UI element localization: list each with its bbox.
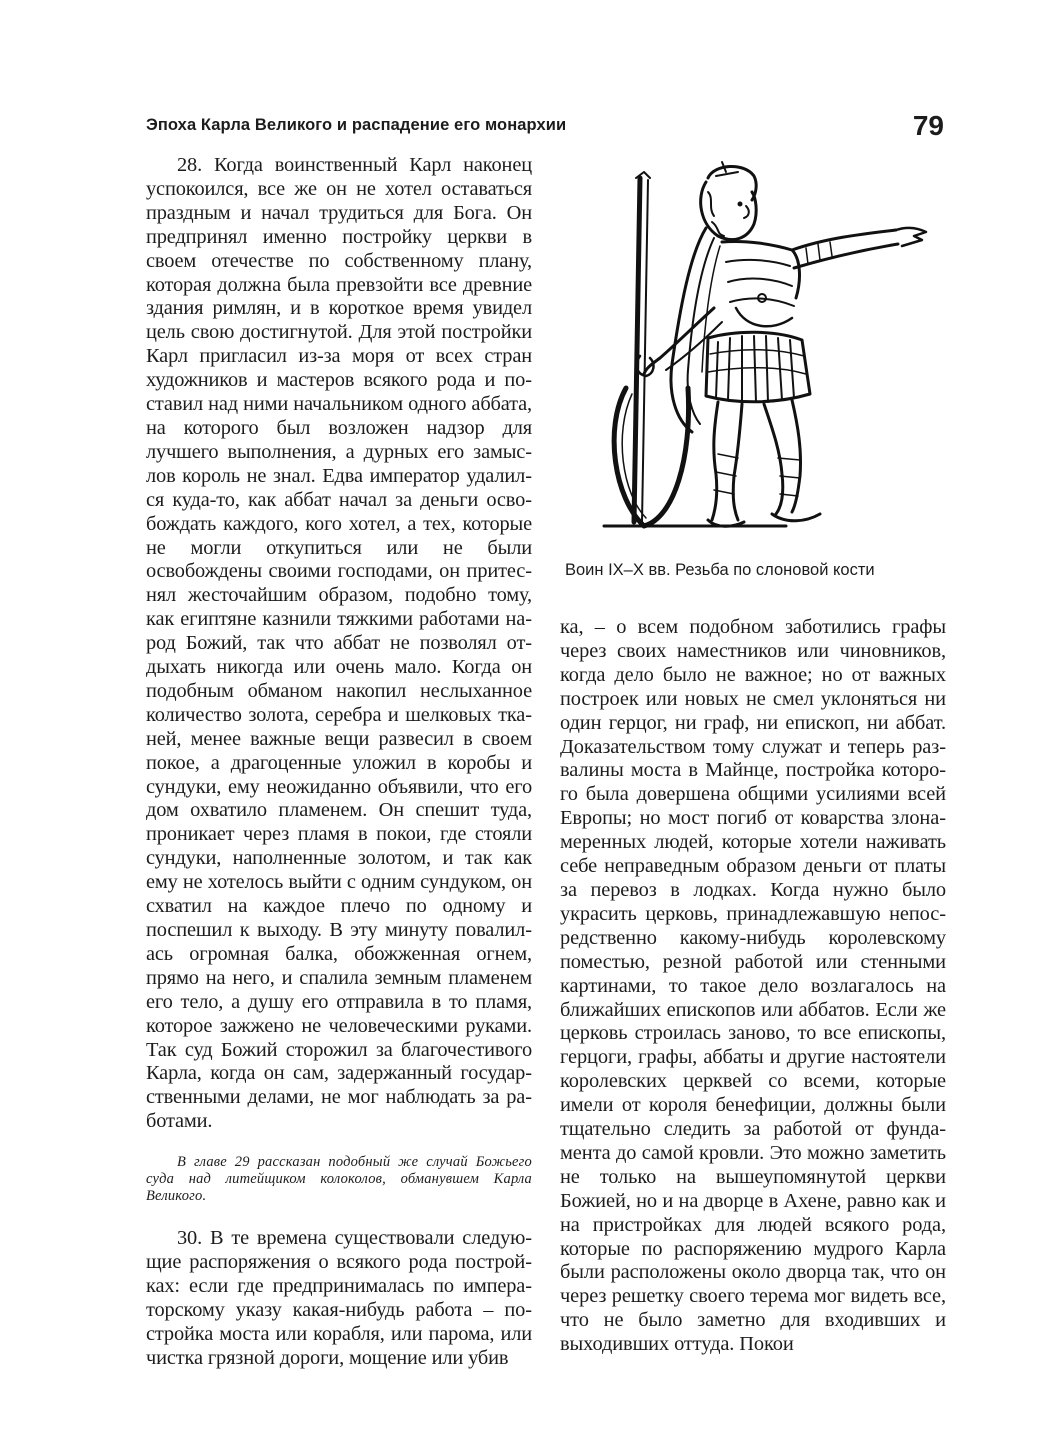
right-column	[560, 616, 946, 1357]
paragraph-30-continued: ка, – о всем подобном заботились графы через своих наместников или чиновников, когда дело было не важное; но от важных построек или новых не смел уклоняться ни один герцог, ни граф, ни епископ, ни аббат. Доказательством тому служат и теперь развалины моста в Майнце, постройка которого была довершена общими усилиями всей Европы; но мост погиб от коварства злонамеренных людей, которые хотели наживать себе неправедным образом деньги от платы за перевоз в лодках. Когда нужно было украсить церковь, принадлежавшую непосредственно какому-нибудь королевскому поместью, резной работой или стенными картинами, то такое дело возлагалось на ближайших епископов или аббатов. Если же церковь строилась заново, то все епископы, герцоги, графы, аббаты и другие настоятели королевских церквей со всеми, которые имели от короля бенефиции, должны были тщательно следить за работой от фундамента до самой кровли. Это можно заметить не только на вышеупомянутой церкви Божией, но и на дворце в Ахене, равно как и на пристройках для людей всякого рода, которые по распоряжению мудрого Карла были расположены около дворца так, что он через решетку своего терема мог видеть все, что не было заметно для входивших и выходивших оттуда. Покои	[560, 616, 946, 1356]
left-column	[146, 154, 532, 1371]
page-number: 79	[912, 110, 944, 141]
figure-caption: Воин IX–X вв. Резьба по слоновой кости	[565, 561, 875, 579]
running-title: Эпоха Карла Великого и распадение его монархии	[146, 116, 567, 134]
warrior-engraving	[596, 158, 946, 536]
paragraph-30: 30. В те времена существовали следующие распоряжения о всякого рода постройках: если где предпринималась по императорскому указу какая-нибудь работа – постройка моста или корабля, или парома, или чистка грязной дороги, мощение или убив	[146, 1227, 532, 1369]
chapter-29-note: В главе 29 рассказан подобный же случай Божьего суда над литейщиком колоколов, обманувшем Карла Великого.	[146, 1154, 532, 1205]
warrior-illustration	[596, 158, 946, 536]
paragraph-28: 28. Когда воинственный Карл наконец успокоился, все же он не хотел оставаться праздным и начал трудиться для Бога. Он предпринял именно постройку церкви в своем отечестве по собственному плану, которая должна была превзойти все древние здания римлян, и в короткое время увидел цель свою достигнутой. Для этой постройки Карл пригласил из-за моря от всех стран художников и мастеров всякого рода и поставил над ними начальником одного аббата, на которого был возложен надзор для лучшего выполнения, а дурных его замыслов король не знал. Едва император удалился куда-то, как аббат начал за деньги освобождать каждого, кого хотел, а тех, которые не могли откупиться или не были освобождены своими господами, он притеснял жесточайшим образом, подобно тому, как египтяне казнили тяжкими работами народ Божий, так что аббат не позволял отдыхать никогда или очень мало. Когда он подобным обманом накопил неслыханное количество золота, серебра и шелковых тканей, менее важные вещи развесил в своем покое, а драгоценные уложил в коробы и сундуки, ему неожиданно объявили, что его дом охватило пламенем. Он спешит туда, проникает через пламя в покои, где стояли сундуки, наполненные золотом, и так как ему не хотелось выйти с одним сундуком, он схватил на каждое плечо по одному и поспешил к выходу. В эту минуту повалилась огромная балка, обожженная огнем, прямо на него, и спалила земным пламенем его тело, а душу его отправила в то пламя, которое зажжено не человеческими руками. Так суд Божий сторожил за благочестивого Карла, когда он сам, задержанный государственными делами, не мог наблюдать за работами.	[146, 154, 532, 1133]
